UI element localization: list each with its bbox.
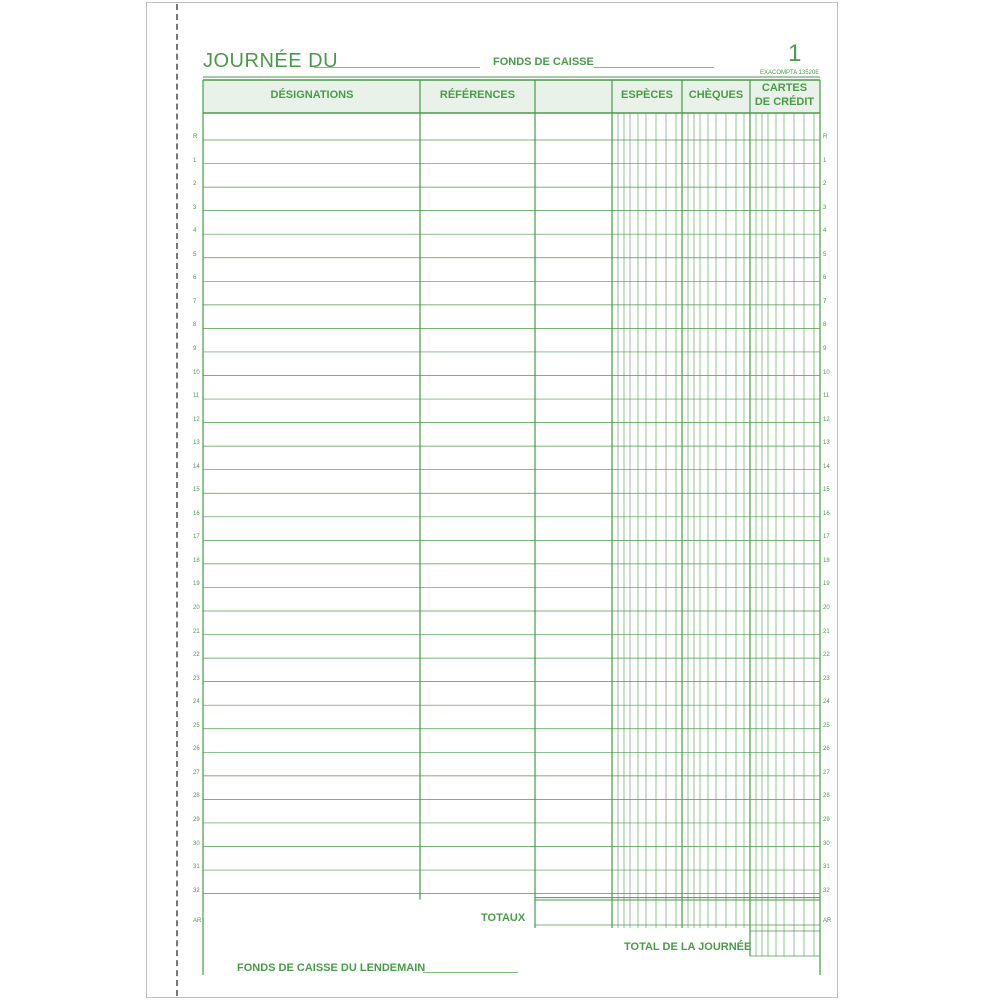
row-label-right: 28 xyxy=(823,793,830,800)
row-label-left: 21 xyxy=(193,628,200,635)
total-journee-label: TOTAL DE LA JOURNÉE xyxy=(624,941,752,953)
row-label-left: 11 xyxy=(193,393,200,400)
row-label-right: 6 xyxy=(823,275,827,282)
row-label-left: 5 xyxy=(193,251,197,258)
row-label-left: 7 xyxy=(193,298,197,305)
row-label-left: 1 xyxy=(193,157,197,164)
row-label-left: 8 xyxy=(193,322,197,329)
row-label-left: 17 xyxy=(193,534,200,541)
fonds-lendemain-fill-line[interactable] xyxy=(423,972,518,973)
row-label-left: 27 xyxy=(193,769,200,776)
row-label-right: 9 xyxy=(823,345,827,352)
col-header-designations: DÉSIGNATIONS xyxy=(270,89,354,101)
row-label-right: R xyxy=(823,134,828,140)
row-label-left: 18 xyxy=(193,557,200,564)
row-label-right: 7 xyxy=(823,298,827,305)
fonds-de-caisse-label: FONDS DE CAISSE xyxy=(493,56,594,68)
row-label-left: 20 xyxy=(193,605,200,611)
row-label-left: 6 xyxy=(193,275,197,282)
row-label-left: 4 xyxy=(193,228,197,235)
row-label-left: 26 xyxy=(193,746,200,753)
row-label-left: 14 xyxy=(193,463,200,470)
row-label-right: 27 xyxy=(823,769,830,776)
fonds-lendemain-label: FONDS DE CAISSE DU LENDEMAIN xyxy=(237,962,426,974)
row-label-left: 32 xyxy=(193,887,200,894)
col-header-cartes-line2: DE CRÉDIT xyxy=(754,96,815,108)
row-label-right: 17 xyxy=(823,534,830,541)
row-label-right: 23 xyxy=(823,675,830,682)
row-label-left: 9 xyxy=(193,345,197,352)
row-label-right: 29 xyxy=(823,816,830,823)
row-label-right: 4 xyxy=(823,228,827,235)
row-label-right: 10 xyxy=(823,369,830,376)
row-label-left: AR xyxy=(193,918,202,924)
row-label-right: 22 xyxy=(823,652,830,659)
row-label-right: 20 xyxy=(823,605,830,611)
row-label-left: 13 xyxy=(193,440,200,447)
col-header-cartes-line1: CARTES xyxy=(761,82,808,94)
row-label-right: 2 xyxy=(823,181,827,188)
row-label-right: 11 xyxy=(823,393,830,400)
row-label-right: AR xyxy=(823,918,832,924)
page-number: 1 xyxy=(788,40,802,67)
col-header-especes: ESPÈCES xyxy=(621,89,673,101)
row-label-left: 2 xyxy=(193,181,197,188)
date-fill-line[interactable] xyxy=(314,67,480,68)
col-header-cheques: CHÈQUES xyxy=(688,89,744,101)
row-label-right: 12 xyxy=(823,416,830,423)
row-label-left: 22 xyxy=(193,652,200,659)
row-label-left: 25 xyxy=(193,722,200,729)
page-title: JOURNÉE DU xyxy=(203,50,339,72)
row-label-right: 1 xyxy=(823,157,827,164)
row-label-left: 12 xyxy=(193,416,200,423)
row-label-right: 25 xyxy=(823,722,830,729)
col-header-references: RÉFÉRENCES xyxy=(439,89,516,101)
row-label-right: 14 xyxy=(823,463,830,470)
row-label-right: 19 xyxy=(823,581,830,588)
fonds-fill-line[interactable] xyxy=(594,67,714,68)
row-label-right: 13 xyxy=(823,440,830,447)
row-label-left: 28 xyxy=(193,793,200,800)
row-label-right: 31 xyxy=(823,864,830,871)
row-label-right: 24 xyxy=(823,699,830,706)
row-label-left: 23 xyxy=(193,675,200,682)
row-label-left: 16 xyxy=(193,510,200,517)
totaux-label: TOTAUX xyxy=(481,912,526,924)
row-label-left: R xyxy=(193,134,198,140)
row-label-right: 16 xyxy=(823,510,830,517)
row-label-right: 5 xyxy=(823,251,827,258)
row-label-right: 21 xyxy=(823,628,830,635)
row-label-right: 3 xyxy=(823,204,827,211)
row-label-right: 8 xyxy=(823,322,827,329)
row-label-left: 30 xyxy=(193,840,200,847)
row-label-left: 31 xyxy=(193,864,200,871)
row-label-left: 15 xyxy=(193,487,200,494)
row-label-right: 18 xyxy=(823,557,830,564)
row-label-left: 24 xyxy=(193,699,200,706)
row-label-right: 32 xyxy=(823,887,830,894)
product-reference: EXACOMPTA 13520E xyxy=(760,70,820,76)
row-label-left: 19 xyxy=(193,581,200,588)
row-label-left: 29 xyxy=(193,816,200,823)
row-label-right: 26 xyxy=(823,746,830,753)
row-label-left: 3 xyxy=(193,204,197,211)
row-label-right: 15 xyxy=(823,487,830,494)
row-label-left: 10 xyxy=(193,369,200,376)
row-label-right: 30 xyxy=(823,840,830,847)
